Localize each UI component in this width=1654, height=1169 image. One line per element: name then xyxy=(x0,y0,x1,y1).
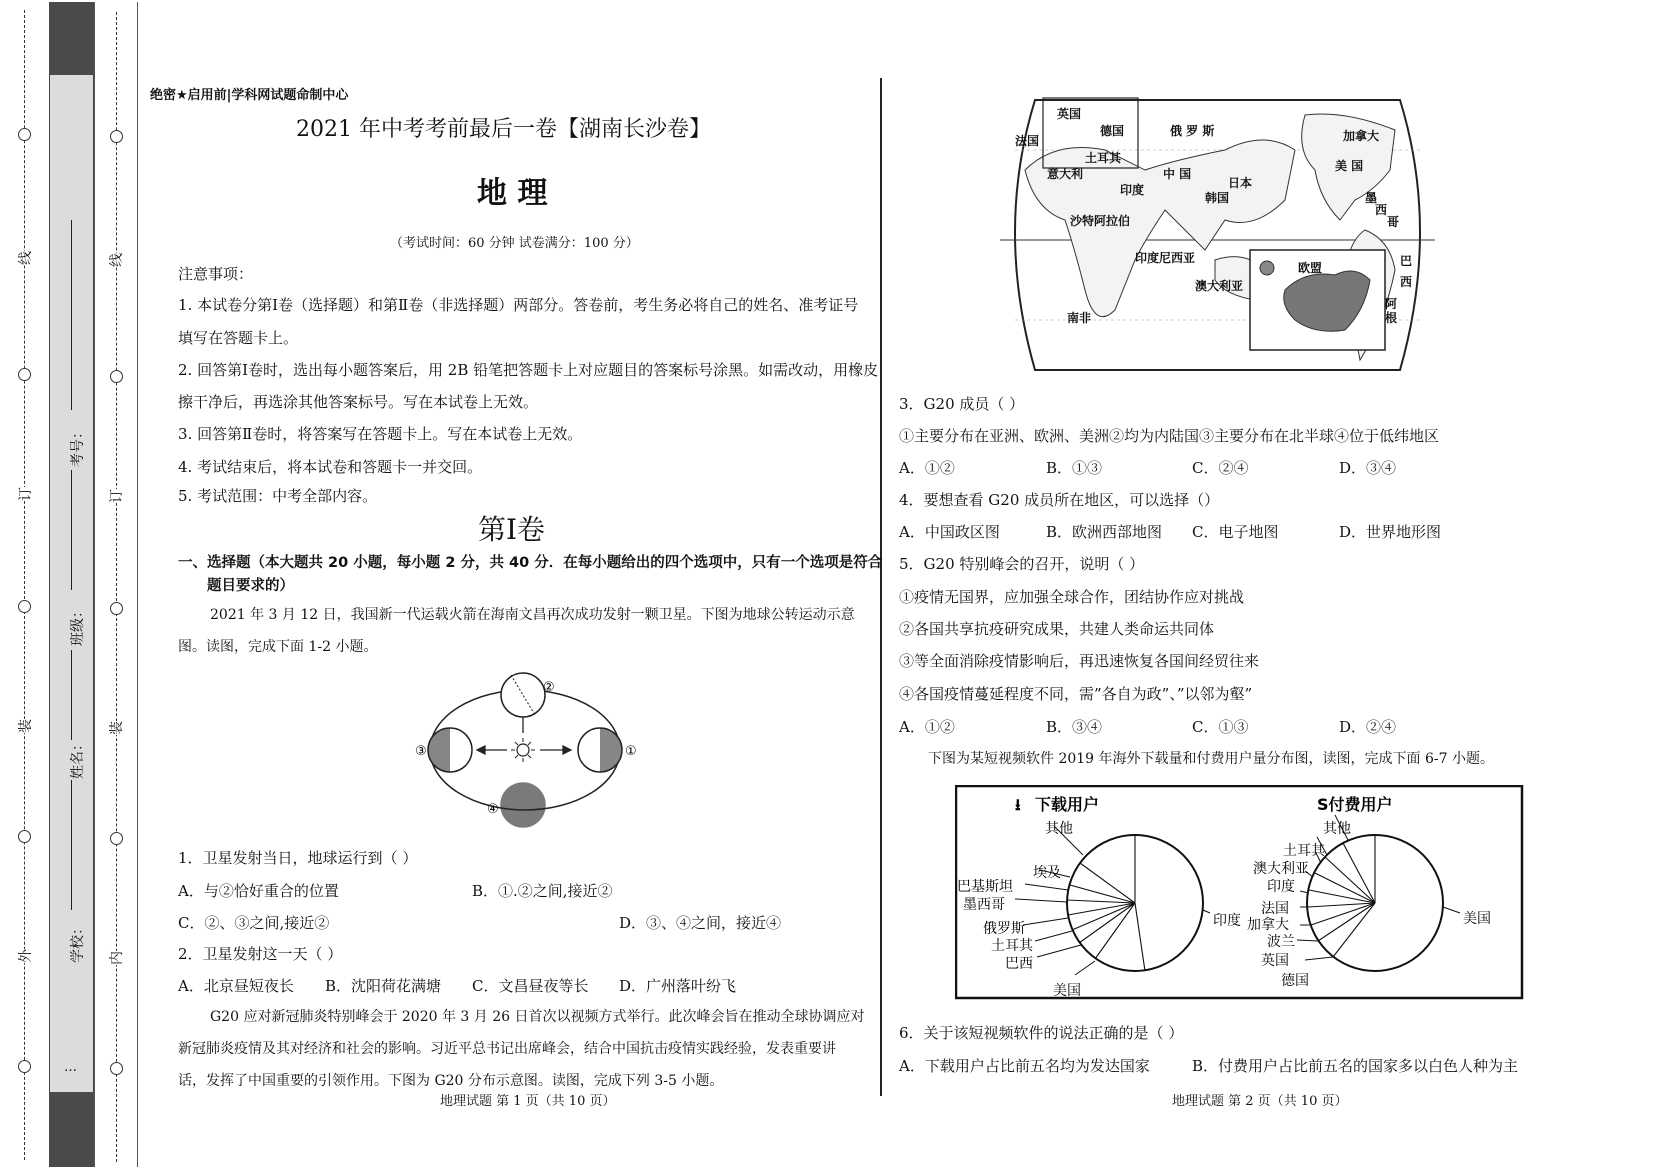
download-icon: ⭳ xyxy=(1015,795,1021,814)
map-label-mexico-b: 西 xyxy=(1375,203,1388,217)
q3-option-a[interactable]: A．①② xyxy=(899,459,955,477)
dl-label-india: 印度 xyxy=(1213,913,1241,929)
section-desc-b: 题目要求的） xyxy=(207,578,294,594)
q3-option-d[interactable]: D．③④ xyxy=(1339,459,1397,477)
q5-option-b[interactable]: B．③④ xyxy=(1046,718,1103,736)
subject-title: 地 理 xyxy=(477,176,548,211)
bind-mark: 装 xyxy=(15,719,35,733)
map-label-south-africa: 南非 xyxy=(1067,311,1092,325)
q5-statement-3: ③等全面消除疫情影响后，再迅速恢复各国间经贸往来 xyxy=(899,652,1260,670)
exam-no-label: 考号： xyxy=(70,425,86,467)
orbit-label-4: ④ xyxy=(487,802,499,817)
dl-label-usa: 美国 xyxy=(1053,983,1081,999)
exam-no-field[interactable] xyxy=(71,220,72,410)
q4-stem: 4．要想查看 G20 成员所在地区，可以选择（） xyxy=(899,491,1220,509)
line-mark: 线 xyxy=(106,253,126,267)
q5-stem: 5．G20 特别峰会的召开，说明（ ） xyxy=(899,555,1145,573)
map-label-germany: 德国 xyxy=(1100,124,1125,138)
q5-option-c[interactable]: C．①③ xyxy=(1192,718,1249,736)
q5-option-d[interactable]: D．②④ xyxy=(1339,718,1397,736)
note-1a: 1. 本试卷分第Ⅰ卷（选择题）和第Ⅱ卷（非选择题）两部分。答卷前，考生务必将自己的姓名、准考证号 xyxy=(178,296,859,314)
map-label-turkey: 土耳其 xyxy=(1085,151,1122,165)
paid-label-turkey: 土耳其 xyxy=(1283,843,1325,859)
paid-label-india: 印度 xyxy=(1267,879,1295,895)
g20-intro-c: 话，发挥了中国重要的引领作用。下图为 G20 分布示意图。读图，完成下列 3-5 小题。 xyxy=(178,1073,724,1089)
bind-mark: 装 xyxy=(106,721,126,735)
dl-label-pakistan: 巴基斯坦 xyxy=(957,879,1013,895)
exam-title: 2021 年中考考前最后一卷【湖南长沙卷】 xyxy=(296,117,711,142)
map-label-france: 法国 xyxy=(1015,134,1040,148)
q3-statements: ①主要分布在亚洲、欧洲、美洲②均为内陆国③主要分布在北半球④位于低纬地区 xyxy=(899,427,1440,445)
orbit-label-3: ③ xyxy=(415,744,427,759)
paid-label-usa: 美国 xyxy=(1463,911,1491,927)
paid-label-australia: 澳大利亚 xyxy=(1253,861,1309,877)
map-label-argentina-b: 根 xyxy=(1385,311,1398,325)
map-label-australia: 澳大利亚 xyxy=(1195,279,1244,293)
note-1b: 填写在答题卡上。 xyxy=(178,329,299,347)
binding-hole xyxy=(18,1060,31,1073)
q2-option-b[interactable]: B．沈阳荷花满塘 xyxy=(325,977,442,995)
binding-hole xyxy=(110,130,123,143)
line-mark: 线 xyxy=(15,251,35,265)
paid-label-france: 法国 xyxy=(1261,901,1289,917)
note-5: 5. 考试范围：中考全部内容。 xyxy=(178,487,378,505)
binding-hole xyxy=(110,602,123,615)
download-title: 下载用户 xyxy=(1035,795,1100,814)
orbit-diagram xyxy=(395,665,655,835)
binding-hole xyxy=(110,1062,123,1075)
map-label-brazil-b: 西 xyxy=(1400,275,1413,289)
binding-hole xyxy=(18,600,31,613)
q2-stem: 2．卫星发射这一天（ ） xyxy=(178,945,343,963)
q4-option-c[interactable]: C．电子地图 xyxy=(1192,523,1279,541)
note-2a: 2. 回答第Ⅰ卷时，选出每小题答案后，用 2B 铅笔把答题卡上对应题目的答案标号涂黑。如需改动，用橡皮 xyxy=(178,361,879,379)
section-desc-a: 一、选择题（本大题共 20 小题，每小题 2 分，共 40 分．在每小题给出的四个选项中，只有一个选项是符合 xyxy=(178,555,883,571)
dots: … xyxy=(64,1060,77,1075)
q2-option-c[interactable]: C．文昌昼夜等长 xyxy=(472,977,589,995)
user-pie-charts xyxy=(955,785,1525,1000)
paid-label-poland: 波兰 xyxy=(1267,934,1295,950)
paid-label-other: 其他 xyxy=(1323,821,1351,837)
q1-option-b[interactable]: B．①.②之间,接近② xyxy=(472,882,613,900)
q4-option-a[interactable]: A．中国政区图 xyxy=(899,523,1000,541)
map-label-russia: 俄 罗 斯 xyxy=(1170,124,1215,138)
q6-option-b[interactable]: B．付费用户占比前五名的国家多以白色人种为主 xyxy=(1192,1057,1519,1075)
paid-label-germany: 德国 xyxy=(1281,973,1309,989)
exam-info: （考试时间：60 分钟 试卷满分：100 分） xyxy=(390,236,639,251)
paid-label-uk: 英国 xyxy=(1261,953,1289,969)
map-label-japan: 日本 xyxy=(1228,176,1253,190)
name-field[interactable] xyxy=(71,650,72,740)
q3-option-b[interactable]: B．①③ xyxy=(1046,459,1103,477)
intro-a: 2021 年 3 月 12 日，我国新一代运载火箭在海南文昌再次成功发射一颗卫星。下图为地球公转运动示意 xyxy=(210,607,855,623)
g20-intro-a: G20 应对新冠肺炎特别峰会于 2020 年 3 月 26 日首次以视频方式举行。此次峰会旨在推动全球协调应对 xyxy=(210,1009,865,1025)
inner-mark: 内 xyxy=(106,951,126,965)
note-4: 4. 考试结束后，将本试卷和答题卡一并交回。 xyxy=(178,458,483,476)
page-footer-1: 地理试题 第 1 页（共 10 页） xyxy=(440,1094,616,1109)
q3-option-c[interactable]: C．②④ xyxy=(1192,459,1249,477)
map-label-canada: 加拿大 xyxy=(1343,129,1380,143)
class-label: 班级： xyxy=(70,604,86,646)
q5-statement-2: ②各国共享抗疫研究成果，共建人类命运共同体 xyxy=(899,620,1215,638)
page-footer-2: 地理试题 第 2 页（共 10 页） xyxy=(1172,1094,1348,1109)
notes-heading: 注意事项： xyxy=(178,265,254,283)
school-field[interactable] xyxy=(71,780,72,910)
map-label-eu: 欧盟 xyxy=(1298,261,1323,275)
dl-label-mexico: 墨西哥 xyxy=(963,897,1005,913)
q4-option-b[interactable]: B．欧洲西部地图 xyxy=(1046,523,1163,541)
order-mark: 订 xyxy=(106,489,126,503)
cut-line xyxy=(24,10,25,1160)
map-label-indonesia: 印度尼西亚 xyxy=(1135,251,1196,265)
binding-hole xyxy=(110,370,123,383)
map-label-china: 中 国 xyxy=(1163,167,1192,181)
dl-label-brazil: 巴西 xyxy=(1005,956,1033,972)
pie-intro: 下图为某短视频软件 2019 年海外下载量和付费用户量分布图，读图，完成下面 6-7 小题。 xyxy=(928,751,1494,767)
dl-label-egypt: 埃及 xyxy=(1033,865,1061,881)
order-mark: 订 xyxy=(15,487,35,501)
q2-option-a[interactable]: A．北京昼短夜长 xyxy=(178,977,294,995)
map-label-korea: 韩国 xyxy=(1205,191,1230,205)
q5-option-a[interactable]: A．①② xyxy=(899,718,955,736)
map-label-mexico-c: 哥 xyxy=(1387,215,1400,229)
class-field[interactable] xyxy=(71,470,72,590)
g20-intro-b: 新冠肺炎疫情及其对经济和社会的影响。习近平总书记出席峰会，结合中国抗击疫情实践经验，发表重要讲 xyxy=(178,1041,836,1057)
orbit-label-1: ① xyxy=(625,744,637,759)
q1-option-c[interactable]: C．②、③之间,接近② xyxy=(178,914,330,932)
q1-option-d[interactable]: D．③、④之间，接近④ xyxy=(619,914,782,932)
school-label: 学校： xyxy=(70,921,86,963)
q1-stem: 1．卫星发射当日，地球运行到（ ） xyxy=(178,849,418,867)
paid-label-canada: 加拿大 xyxy=(1247,917,1289,933)
binding-hole xyxy=(18,830,31,843)
g20-world-map xyxy=(995,90,1440,380)
q6-stem: 6．关于该短视频软件的说法正确的是（ ） xyxy=(899,1024,1184,1042)
map-label-italy: 意大利 xyxy=(1047,167,1084,181)
page-divider xyxy=(880,78,882,1096)
section-title: 第Ⅰ卷 xyxy=(478,513,546,546)
map-label-saudi: 沙特阿拉伯 xyxy=(1070,214,1131,228)
map-label-brazil-a: 巴 xyxy=(1400,254,1413,268)
secret-mark: 绝密★启用前|学科网试题命制中心 xyxy=(150,88,349,103)
orbit-label-2: ② xyxy=(543,680,555,695)
binding-strip-outer xyxy=(0,0,47,1169)
map-label-india: 印度 xyxy=(1120,183,1145,197)
q4-option-d[interactable]: D．世界地形图 xyxy=(1339,523,1442,541)
strip-dark-bottom xyxy=(49,1092,94,1167)
map-label-usa: 美 国 xyxy=(1335,159,1364,173)
note-2b: 擦干净后，再选涂其他答案标号。写在本试卷上无效。 xyxy=(178,393,539,411)
map-label-argentina-a: 阿 xyxy=(1385,297,1398,311)
inner-cut-line xyxy=(116,12,117,1162)
q6-option-a[interactable]: A．下载用户占比前五名均为发达国家 xyxy=(899,1057,1150,1075)
q3-stem: 3．G20 成员（ ） xyxy=(899,395,1025,413)
paid-title: S付费用户 xyxy=(1317,795,1393,814)
map-label-uk: 英国 xyxy=(1057,107,1082,121)
q1-option-a[interactable]: A．与②恰好重合的位置 xyxy=(178,882,339,900)
strip-dark-top xyxy=(49,2,94,75)
q5-statement-4: ④各国疫情蔓延程度不同，需”各自为政”、”以邻为壑” xyxy=(899,685,1253,703)
name-label: 姓名： xyxy=(70,737,86,779)
intro-b: 图。读图，完成下面 1-2 小题。 xyxy=(178,639,378,655)
dl-label-turkey: 土耳其 xyxy=(991,938,1033,954)
binding-hole xyxy=(18,128,31,141)
outer-mark: 外 xyxy=(15,949,35,963)
binding-strip-inner xyxy=(94,2,138,1167)
binding-hole xyxy=(18,368,31,381)
dl-label-russia: 俄罗斯 xyxy=(983,921,1025,937)
map-label-mexico-a: 墨 xyxy=(1365,191,1378,205)
q2-option-d[interactable]: D．广州落叶纷飞 xyxy=(619,977,737,995)
q5-statement-1: ①疫情无国界，应加强全球合作，团结协作应对挑战 xyxy=(899,588,1245,606)
note-3: 3. 回答第Ⅱ卷时，将答案写在答题卡上。写在本试卷上无效。 xyxy=(178,425,583,443)
dl-label-other: 其他 xyxy=(1045,821,1073,837)
binding-hole xyxy=(110,832,123,845)
